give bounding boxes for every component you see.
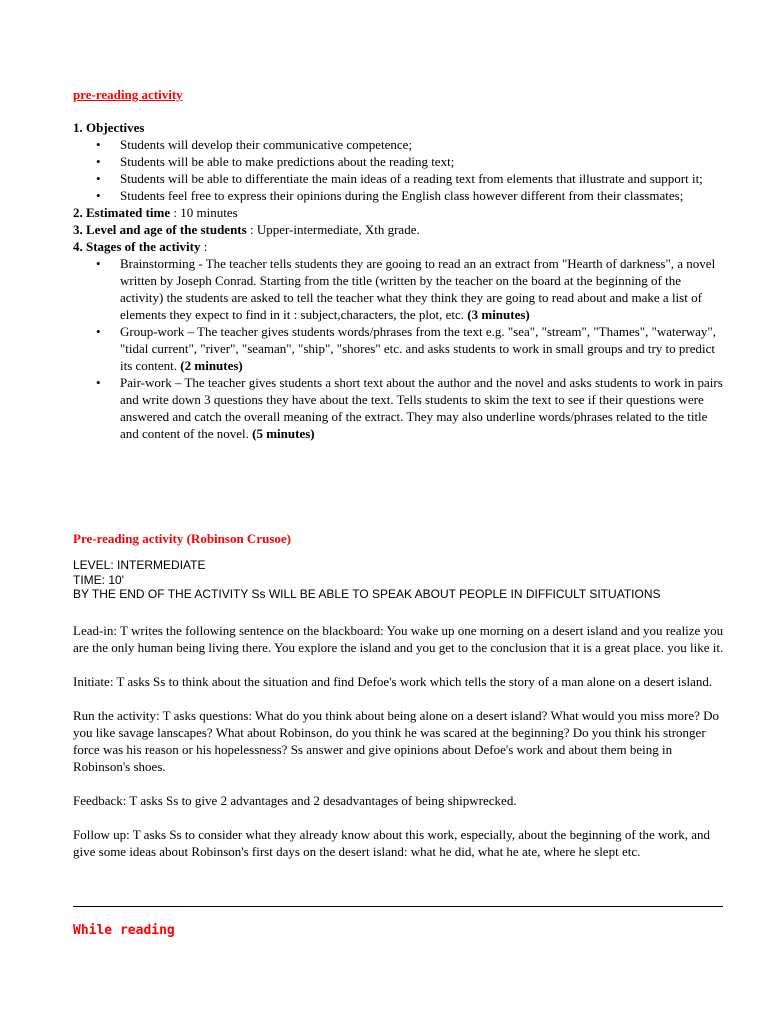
objective-text: Students feel free to express their opinions during the English class however different from their classmates; [120,188,684,203]
level-text: LEVEL: INTERMEDIATE [73,558,206,572]
bullet-icon: • [96,171,101,186]
objective-text: BY THE END OF THE ACTIVITY Ss WILL BE ABLE TO SPEAK ABOUT PEOPLE IN DIFFICULT SITUATIONS [73,587,661,601]
objectives-heading: 1. Objectives [73,120,145,135]
lead-in-paragraph: Lead-in: T writes the following sentence on the blackboard: You wake up one morning on a desert island and you realize you are the only human being living there. You explore the island and you get to the conclusion that it is a great place. you like it. [73,623,724,655]
run-activity-paragraph: Run the activity: T asks questions: What do you think about being alone on a desert island? What would you miss more? Do you like savage lanscapes? What about Robinson, do you think he was scared at the beginning? Do you think his stronger force was his reason or his hopelessness? Ss answer and give opinions about Defoe's work and about them being in Robinson's shoes. [73,708,720,774]
level-label: 3. Level and age of the students [73,222,247,237]
time-text: TIME: 10' [73,572,124,587]
bullet-icon: • [96,137,101,152]
robinson-heading: Pre-reading activity (Robinson Crusoe) [73,531,291,546]
bullet-icon: • [96,256,101,271]
divider [73,906,723,907]
list-item [73,323,723,374]
robinson-body [73,622,725,860]
objectives-list [73,136,723,204]
stages-label: 4. Stages of the activity [73,239,201,254]
stage-duration: (2 minutes) [180,358,243,373]
activity-info [73,558,713,602]
follow-up-paragraph: Follow up: T asks Ss to consider what they already know about this work, especially, about the beginning of the work, and give some ideas about Robinson's first days on the desert island: what he did, what he ate, where he slept etc. [73,827,711,859]
objective-text: Students will be able to differentiate the main ideas of a reading text from elements that illustrate and support it; [120,171,703,186]
level-line [73,221,723,238]
estimated-time-label: 2. Estimated time [73,205,171,220]
stages-line [73,238,723,255]
list-item [73,153,723,170]
estimated-time-value: : 10 minutes [170,205,238,220]
list-item [73,255,723,323]
bullet-icon: • [96,324,101,339]
objective-text: Students will develop their communicative competence; [120,137,413,152]
stages-list [73,255,723,442]
list-item [73,187,723,204]
level-value: : Upper-intermediate, Xth grade. [246,222,420,237]
feedback-paragraph: Feedback: T asks Ss to give 2 advantages and 2 desadvantages of being shipwrecked. [73,793,517,808]
stage-duration: (5 minutes) [252,426,315,441]
bullet-icon: • [96,188,101,203]
objectives-block [73,119,723,442]
stage-duration: (3 minutes) [467,307,530,322]
bullet-icon: • [96,154,101,169]
list-item [73,136,723,153]
pre-reading-heading: pre-reading activity [73,87,183,102]
while-reading-heading: While reading [73,923,175,938]
list-item [73,374,723,442]
objective-text: Students will be able to make predictions about the reading text; [120,154,455,169]
initiate-paragraph: Initiate: T asks Ss to think about the situation and find Defoe's work which tells the story of a man alone on a desert island. [73,674,713,689]
stages-colon: : [200,239,208,254]
bullet-icon: • [96,375,101,390]
stage-text: Pair-work – The teacher gives students a short text about the author and the novel and asks students to work in pairs and write down 3 questions they have about the text. Tells students to skim the text to see if their questions were answered and catch the overall meaning of the extract. They may also underline words/phrases related to the title and content of the novel. [120,375,723,441]
list-item [73,170,723,187]
stage-text: Group-work – The teacher gives students words/phrases from the text e.g. "sea", "stream", "Thames", "waterway", "tidal current", "river", "seaman", "ship", "shores" etc. and asks students to work in small groups and try to predict its content. [120,324,716,373]
estimated-time-line [73,204,723,221]
stage-text: Brainstorming - The teacher tells students they are gooing to read an an extract from "Hearth of darkness", a novel written by Joseph Conrad. Starting from the title (written by the teacher on the board at the beginning of the activity) the students are asked to tell the teacher what they think they are going to read about and make a list of elements they expect to find in it : subject,characters, the plot, etc. [120,256,716,322]
